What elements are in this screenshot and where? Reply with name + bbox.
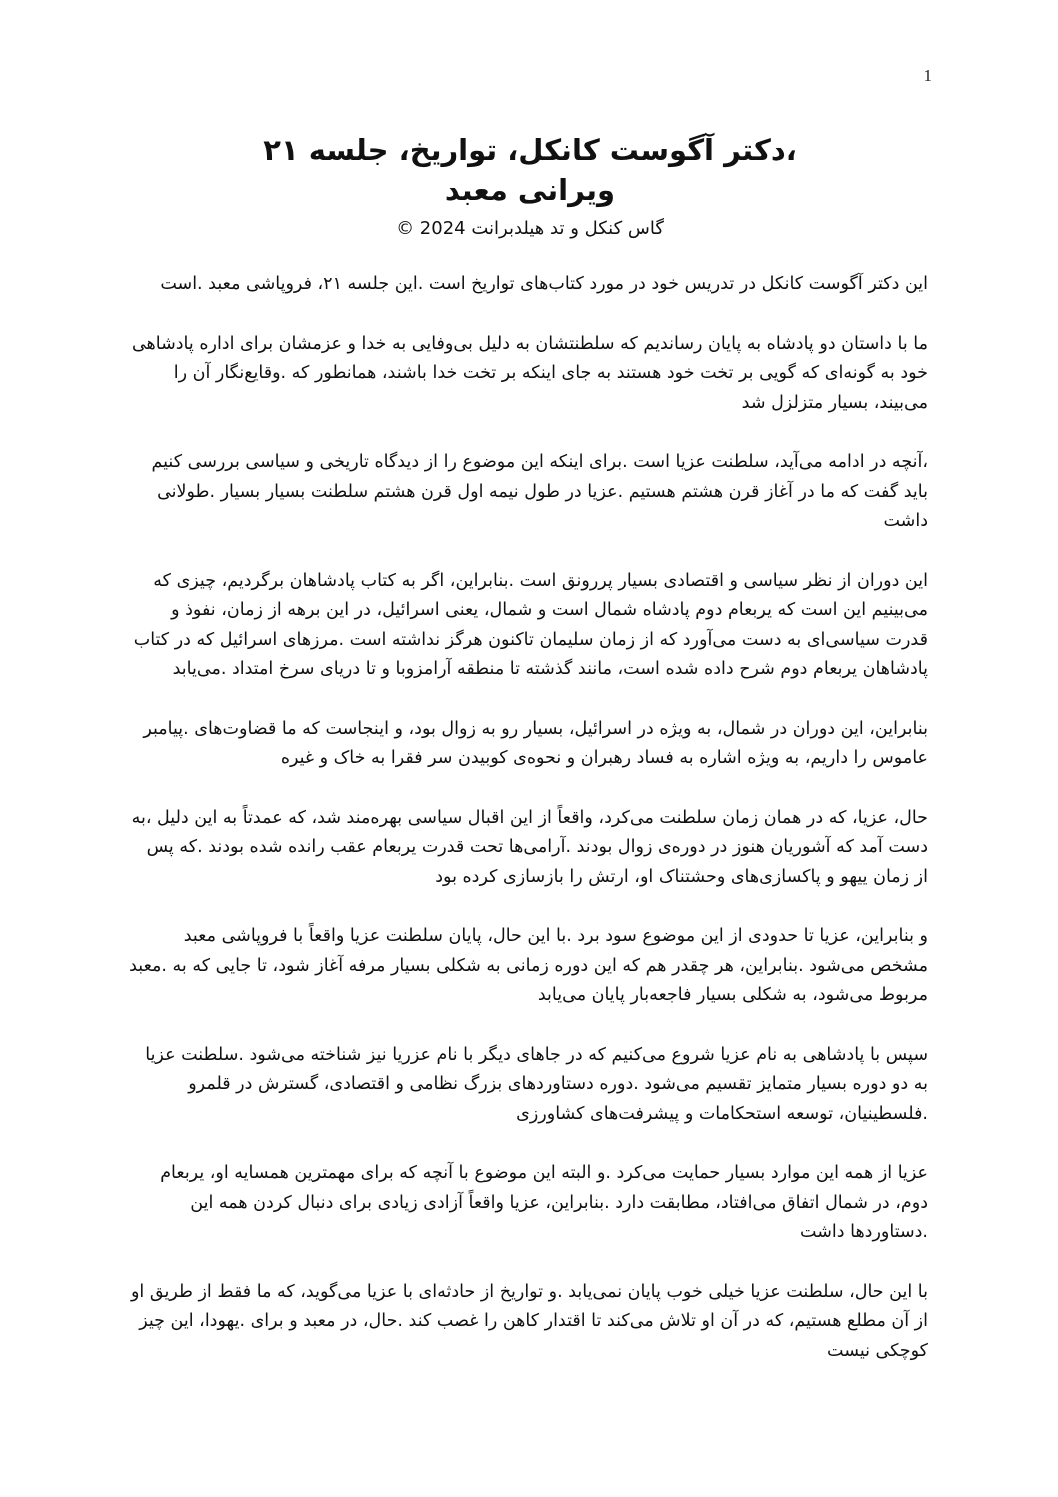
paragraph-9: عزیا از همه این موارد بسیار حمایت می‌کرد .و البته این موضوع با آنچه که برای مهمترین همسایه او، یربعام دوم، در شمال اتفاق می‌افتاد، مطابقت دارد .بنابراین، عزیا واقعاً آزادی زیادی برای دنبال کردن همه این .دستاوردها داشت	[160, 1163, 928, 1242]
page-number: 1	[923, 66, 932, 85]
document-title-line-1: ،دکتر آگوست کانکل، تواریخ، جلسه ۲۱	[263, 133, 797, 167]
paragraph-8: سپس با پادشاهی به نام عزیا شروع می‌کنیم که در جاهای دیگر با نام عزریا نیز شناخته می‌شود .سلطنت عزیا به دو دوره بسیار متمایز تقسیم می‌شود .دوره دستاوردهای بزرگ نظامی و اقتصادی، گسترش در قلمرو .فلسطینیان، توسعه استحکامات و پیشرفت‌های کشاورزی	[145, 1044, 928, 1124]
paragraph-7: و بنابراین، عزیا تا حدودی از این موضوع سود برد .با این حال، پایان سلطنت عزیا واقعاً با فروپاشی معبد مشخص می‌شود .بنابراین، هر چقدر هم که این دوره زمانی به شکلی بسیار مرفه آغاز شود، تا جایی که به .معبد مربوط می‌شود، به شکلی بسیار فاجعه‌بار پایان می‌یابد	[129, 926, 928, 1005]
paragraph-1: این دکتر آگوست کانکل در تدریس خود در مورد کتاب‌های تواریخ است .این جلسه ۲۱، فروپاشی معبد .است	[160, 274, 928, 294]
copyright-author-line: گاس کنکل و تد هیلدبرانت 2024 ©	[396, 218, 664, 239]
paragraph-4: این دوران از نظر سیاسی و اقتصادی بسیار پررونق است .بنابراین، اگر به کتاب پادشاهان برگردیم، چیزی که می‌بینیم این است که یربعام دوم پادشاه شمال است و شمال، یعنی اسرائیل، در این برهه از زمان، نفوذ و قدرت سیاسی‌ای به دست می‌آورد که از زمان سلیمان تاکنون هرگز نداشته است .مرزهای اسرائیل که در کتاب پادشاهان یربعام دوم شرح داده شده است، مانند گذشته تا منطقه آرامزوبا و تا دریای سرخ امتداد .می‌یابد	[133, 570, 928, 679]
document-title-line-2: ویرانی معبد	[444, 173, 616, 207]
paragraph-5: بنابراین، این دوران در شمال، به ویژه در اسرائیل، بسیار رو به زوال بود، و اینجاست که ما قضاوت‌های .پیامبر عاموس را داریم، به ویژه اشاره به فساد رهبران و نحوه‌ی کوبیدن سر فقرا به خاک و غیره	[143, 718, 928, 768]
paragraph-6: حال، عزیا، که در همان زمان سلطنت می‌کرد، واقعاً از این اقبال سیاسی بهره‌مند شد، که عمدتاً به این دلیل ،به دست آمد که آشوریان هنوز در دوره‌ی زوال بودند .آرامی‌ها تحت قدرت یربعام عقب رانده شده بودند .که پس از زمان ییهو و پاکسازی‌های وحشتناک او، ارتش را بازسازی کرده بود	[131, 807, 928, 887]
document-body	[128, 270, 928, 1396]
document-header	[120, 130, 940, 242]
paragraph-2: ما با داستان دو پادشاه به پایان رساندیم که سلطنتشان به دلیل بی‌وفایی به خدا و عزمشان برای اداره پادشاهی خود به گونه‌ای که گویی بر تخت خود هستند به جای اینکه بر تخت خدا باشند، همانطور که .وقایع‌نگار آن را می‌بیند، بسیار متزلزل شد	[131, 333, 928, 413]
paragraph-10: با این حال، سلطنت عزیا خیلی خوب پایان نمی‌یابد .و تواریخ از حادثه‌ای با عزیا می‌گوید، که ما فقط از طریق او از آن مطلع هستیم، که در آن او تلاش می‌کند تا اقتدار کاهن را غصب کند .حال، در معبد و برای .یهودا، این چیز کوچکی نیست	[130, 1281, 928, 1361]
paragraph-3: ،آنچه در ادامه می‌آید، سلطنت عزیا است .برای اینکه این موضوع را از دیدگاه تاریخی و سیاسی بررسی کنیم باید گفت که ما در آغاز قرن هشتم هستیم .عزیا در طول نیمه اول قرن هشتم سلطنت بسیار بسیار .طولانی داشت	[151, 452, 928, 531]
